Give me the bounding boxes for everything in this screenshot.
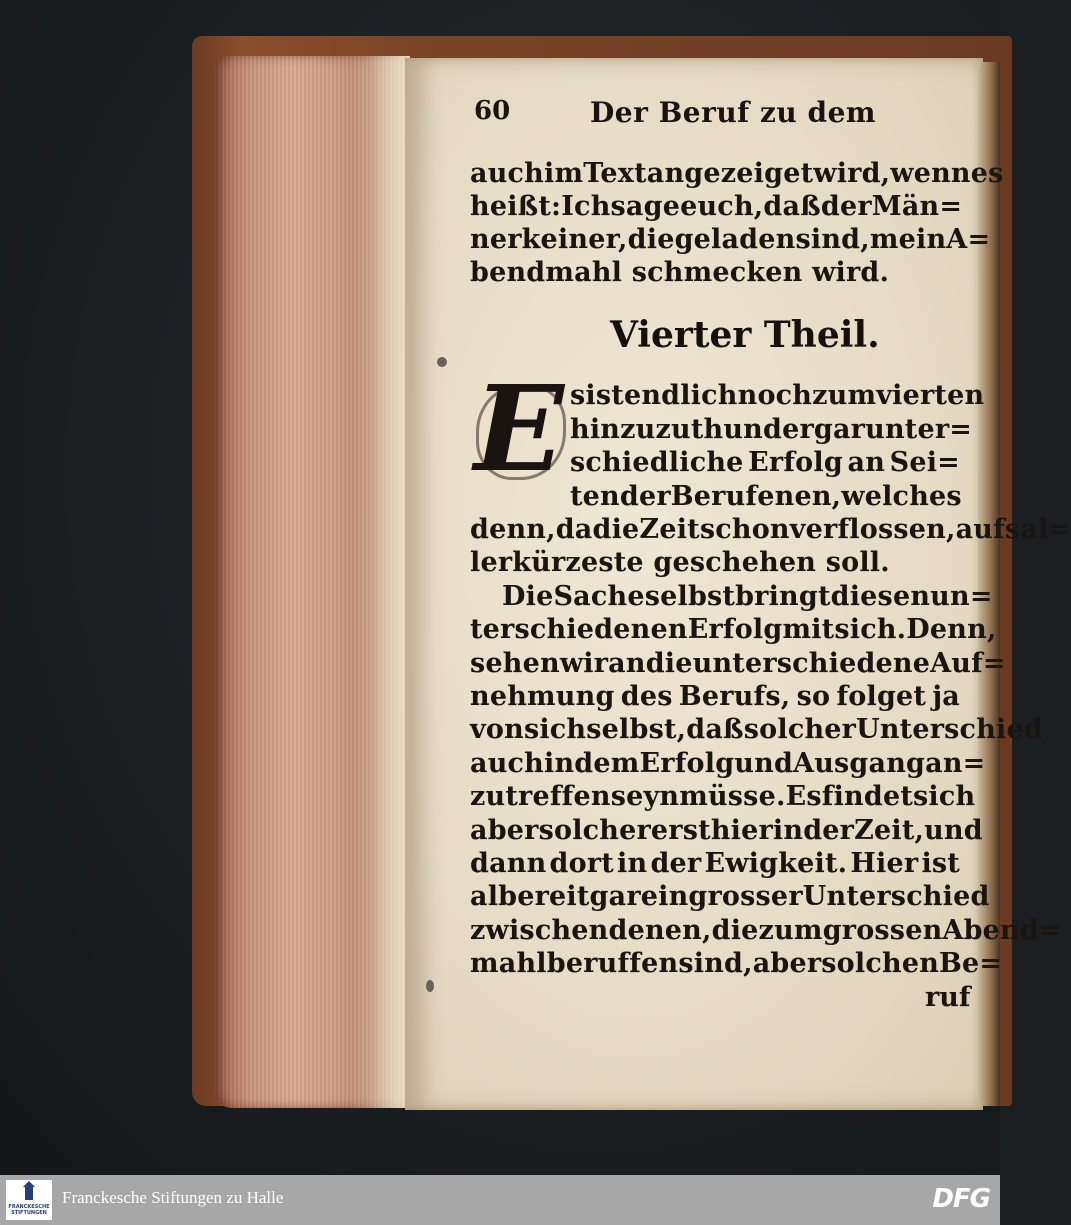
word: Zeit, xyxy=(854,814,925,846)
word: die xyxy=(711,914,759,946)
word: der xyxy=(763,413,814,445)
paragraph_lines-line xyxy=(470,814,983,846)
word: denn, xyxy=(470,514,556,545)
word: geladen xyxy=(674,224,796,255)
word: selbst xyxy=(644,580,736,612)
word: hinzuzuthun xyxy=(570,413,764,445)
dfg-logo: DFG xyxy=(932,1184,990,1214)
paragraph_lines-line xyxy=(470,614,997,646)
word: vierten xyxy=(876,380,985,411)
word: die xyxy=(645,647,693,679)
word: euch, xyxy=(680,191,764,222)
word: albereit xyxy=(470,881,590,913)
word: ten xyxy=(570,480,620,512)
word: Erfolg xyxy=(639,747,735,779)
word: wenn xyxy=(890,158,971,189)
word: mahl xyxy=(470,948,547,980)
word: die xyxy=(592,514,640,545)
word: daß xyxy=(686,714,744,746)
logo-text: FRANCKESCHE STIFTUNGEN xyxy=(8,1204,50,1216)
paragraph_lines-line xyxy=(470,647,1006,679)
word: Berufs, xyxy=(678,681,791,712)
institution-name: Franckesche Stiftungen zu Halle xyxy=(62,1188,284,1207)
paragraph_lines-line xyxy=(470,514,1071,545)
word: Denn, xyxy=(906,614,997,646)
word: an xyxy=(847,447,886,478)
word: nehmung xyxy=(470,681,615,712)
paragraph_lines-line xyxy=(470,547,890,578)
lines_before_heading-line xyxy=(470,257,889,288)
word: von xyxy=(470,714,524,746)
word: Sache xyxy=(553,580,645,612)
dropcap_lines-line xyxy=(570,413,973,445)
word: Sei= xyxy=(889,447,960,478)
word: Hier xyxy=(850,848,919,879)
word: sehen xyxy=(470,647,560,679)
word: Auf= xyxy=(930,647,1006,679)
paragraph_lines-line xyxy=(470,781,976,813)
paragraph_lines-line xyxy=(470,747,986,779)
section-heading: Vierter Theil. xyxy=(610,314,880,356)
word: es xyxy=(970,158,1004,189)
catchword: ruf xyxy=(925,981,971,1013)
word: welches xyxy=(841,480,962,512)
word: bringt xyxy=(735,580,831,612)
word: unter= xyxy=(865,413,973,445)
lines_before_heading-line xyxy=(470,191,963,222)
word: bendmahl schmecken wird. xyxy=(470,257,890,288)
word: sind, xyxy=(678,948,753,980)
word: ner xyxy=(470,224,522,255)
word: Zeit xyxy=(639,514,700,545)
word: Ausgang xyxy=(793,747,926,779)
word: ja xyxy=(932,681,960,712)
paragraph_lines-line xyxy=(502,580,993,612)
word: wir xyxy=(559,647,609,679)
word: unterschiedene xyxy=(692,647,931,679)
word: keiner, xyxy=(521,224,628,255)
word: wird, xyxy=(813,158,891,189)
word: Berufenen, xyxy=(670,480,842,512)
word: gar xyxy=(813,413,866,445)
ink-speck xyxy=(426,980,434,992)
word: endlich xyxy=(623,380,738,411)
word: der xyxy=(820,191,872,222)
word: Es xyxy=(785,781,822,813)
lines_before_heading-line xyxy=(470,224,991,255)
word: hier xyxy=(710,814,773,846)
word: beruffen xyxy=(546,948,679,980)
word: folget xyxy=(836,681,927,712)
word: terschiedenen xyxy=(470,614,688,646)
paragraph_lines-line xyxy=(470,914,1062,946)
word: Unterschied xyxy=(802,881,990,913)
word: und xyxy=(924,814,983,846)
word: Die xyxy=(502,580,554,612)
word: un= xyxy=(930,580,993,612)
word: sage xyxy=(610,191,681,222)
word: grossen xyxy=(822,914,943,946)
word: sich. xyxy=(834,614,907,646)
word: die xyxy=(627,224,675,255)
word: sich xyxy=(913,781,976,813)
paragraph_lines-line xyxy=(470,881,990,913)
dropcap_lines-line xyxy=(570,481,960,512)
word: solchen xyxy=(821,948,940,980)
paragraph_lines-line xyxy=(470,714,1043,746)
word: Text xyxy=(583,158,647,189)
word: grosser xyxy=(688,881,803,913)
word: daß xyxy=(763,191,821,222)
word: der xyxy=(803,814,855,846)
word: Ewigkeit. xyxy=(704,848,848,879)
word: auch xyxy=(470,158,544,189)
word: auch xyxy=(470,747,544,779)
word: an xyxy=(608,647,646,679)
word: ist xyxy=(921,848,960,879)
word: solcher xyxy=(538,814,651,846)
word: der xyxy=(619,480,671,512)
word: Be= xyxy=(939,948,1003,980)
word: lerkürzeste geschehen soll. xyxy=(470,547,890,579)
word: heißt: xyxy=(470,191,562,222)
page-edges xyxy=(214,56,410,1108)
word: dann xyxy=(470,848,547,879)
word: angezeiget xyxy=(646,158,814,189)
word: Unterschied xyxy=(856,714,1043,746)
word: zutreffen xyxy=(470,781,611,813)
word: Män= xyxy=(871,191,963,222)
tower-icon xyxy=(25,1186,33,1200)
word: schiedliche xyxy=(570,447,744,478)
word: Ich xyxy=(561,191,611,222)
word: sind, xyxy=(795,224,870,255)
word: Erfolg xyxy=(687,614,783,646)
word: solcher xyxy=(743,714,857,746)
word: noch xyxy=(737,380,813,411)
word: des xyxy=(620,681,673,712)
word: da xyxy=(555,514,593,545)
word: dem xyxy=(574,747,640,779)
word: findet xyxy=(821,781,913,813)
word: Erfolg xyxy=(748,447,843,478)
paragraph_lines-line xyxy=(470,948,1003,980)
word: ist xyxy=(585,380,624,411)
word: zum xyxy=(758,914,823,946)
decorated-initial: E xyxy=(470,374,568,484)
running-head: Der Beruf zu dem xyxy=(590,96,877,129)
word: so xyxy=(796,681,831,712)
ink-speck xyxy=(437,357,447,367)
word: mein xyxy=(869,224,947,255)
word: in xyxy=(617,848,648,879)
word: im xyxy=(544,158,584,189)
word: verflossen, xyxy=(789,514,956,545)
word: zum xyxy=(812,380,877,411)
dropcap_lines-line xyxy=(570,447,960,478)
word: al= xyxy=(1020,514,1071,545)
word: s xyxy=(570,380,586,411)
word: aber xyxy=(752,948,822,980)
page-number: 60 xyxy=(474,96,511,126)
word: dort xyxy=(549,848,614,879)
page-header xyxy=(470,96,950,132)
word: müsse. xyxy=(679,781,786,813)
footer-bar xyxy=(0,1175,1000,1225)
word: mit xyxy=(782,614,835,646)
word: gar xyxy=(589,881,641,913)
word: aufs xyxy=(955,514,1021,545)
word: diesen xyxy=(830,580,931,612)
institution-logo xyxy=(6,1180,52,1220)
word: sich xyxy=(523,714,587,746)
word: und xyxy=(734,747,794,779)
dropcap_lines-line xyxy=(570,380,985,411)
word: an= xyxy=(925,747,986,779)
word: ein xyxy=(640,881,689,913)
word: zwischen xyxy=(470,914,609,946)
word: erst xyxy=(650,814,711,846)
word: aber xyxy=(470,814,539,846)
word: denen, xyxy=(608,914,712,946)
word: in xyxy=(772,814,804,846)
paragraph_lines-line xyxy=(470,681,960,712)
word: der xyxy=(650,848,702,879)
word: A= xyxy=(946,224,991,255)
word: Abend= xyxy=(942,914,1062,946)
lines_before_heading-line xyxy=(470,158,1004,189)
word: selbst, xyxy=(586,714,687,746)
word: schon xyxy=(699,514,790,545)
word: seyn xyxy=(610,781,680,813)
word: in xyxy=(544,747,575,779)
paragraph_lines-line xyxy=(470,848,960,879)
